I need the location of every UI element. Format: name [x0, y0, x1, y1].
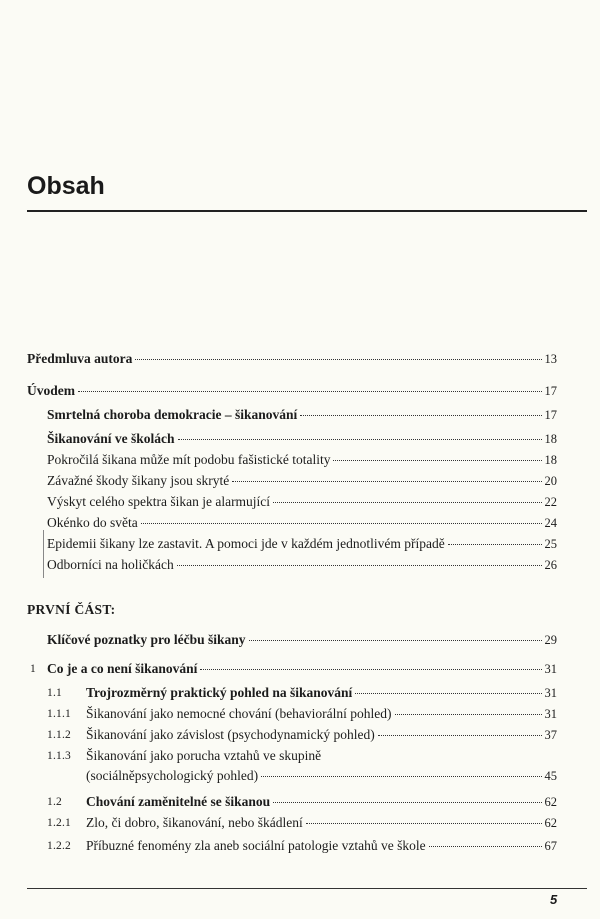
- toc-entry-title: Výskyt celého spektra šikan je alarmující: [47, 494, 271, 509]
- dot-leader: [78, 391, 542, 392]
- toc-entry-title: Okénko do světa: [47, 515, 138, 530]
- toc-entry-page: 26: [544, 558, 557, 572]
- toc-entry-number: 1: [30, 663, 36, 675]
- toc-entry-title: Klíčové poznatky pro léčbu šikany: [47, 632, 246, 647]
- dot-leader: [249, 640, 542, 641]
- toc-entry-title: Co je a co není šikanování: [47, 661, 198, 676]
- toc-entry-title: Úvodem: [27, 383, 75, 398]
- footer-rule: [27, 888, 587, 889]
- page-title: Obsah: [27, 172, 105, 200]
- dot-leader: [273, 802, 541, 803]
- toc-entry-title: Závažné škody šikany jsou skryté: [47, 473, 230, 488]
- toc-entry-nemocne[interactable]: [47, 706, 557, 722]
- toc-entry-title: Trojrozměrný praktický pohled na šikanování: [86, 685, 353, 700]
- dot-leader: [261, 776, 541, 777]
- toc-entry-page: 62: [544, 795, 557, 809]
- dot-leader: [178, 439, 542, 440]
- toc-entry-page: 67: [544, 839, 557, 853]
- page-number: 5: [550, 892, 558, 907]
- toc-entry-page: 17: [544, 408, 557, 422]
- toc-entry-pribuzne[interactable]: [47, 838, 557, 854]
- toc-entry-number: 1.1.3: [47, 750, 71, 762]
- toc-entry-uvodem[interactable]: [27, 383, 557, 399]
- margin-mark: [43, 530, 44, 578]
- toc-entry-pokrocila[interactable]: [47, 452, 557, 468]
- toc-entry-title: Šikanování ve školách: [47, 431, 175, 446]
- dot-leader: [200, 669, 541, 670]
- toc-entry-title: Šikanování jako porucha vztahů ve skupině: [86, 748, 322, 763]
- toc-entry-okenko[interactable]: [47, 515, 557, 531]
- toc-entry-page: 17: [544, 384, 557, 398]
- toc-entry-number: 1.1: [47, 687, 62, 699]
- toc-entry-co-je[interactable]: [30, 661, 557, 677]
- toc-entry-page: 13: [544, 352, 557, 366]
- toc-entry-page: 25: [544, 537, 557, 551]
- toc-entry-page: 31: [544, 662, 557, 676]
- dot-leader: [300, 415, 541, 416]
- toc-entry-number: 1.2.1: [47, 817, 71, 829]
- toc-entry-zavislost[interactable]: [47, 727, 557, 743]
- toc-entry-page: 29: [544, 633, 557, 647]
- toc-entry-page: 45: [544, 769, 557, 783]
- toc-entry-page: 62: [544, 816, 557, 830]
- toc-entry-number: 1.2.2: [47, 840, 71, 852]
- toc-entry-predmluva[interactable]: [27, 351, 557, 367]
- toc-entry-page: 20: [544, 474, 557, 488]
- dot-leader: [177, 565, 542, 566]
- toc-entry-zlo[interactable]: [47, 815, 557, 831]
- toc-entry-title: Šikanování jako závislost (psychodynamický pohled): [86, 727, 375, 742]
- toc-entry-epidemii[interactable]: [47, 536, 557, 552]
- toc-entry-page: 22: [544, 495, 557, 509]
- toc-entry-page: 24: [544, 516, 557, 530]
- toc-entry-porucha-continuation[interactable]: [86, 768, 557, 784]
- toc-entry-page: 18: [544, 432, 557, 446]
- dot-leader: [378, 735, 542, 736]
- toc-entry-title: Pokročilá šikana může mít podobu fašistické totality: [47, 452, 331, 467]
- toc-entry-title: Šikanování jako nemocné chování (behaviorální pohled): [86, 706, 392, 721]
- title-rule: [27, 210, 587, 212]
- dot-leader: [306, 823, 542, 824]
- toc-entry-page: 31: [544, 686, 557, 700]
- toc-entry-zavazne[interactable]: [47, 473, 557, 489]
- toc-entry-page: 37: [544, 728, 557, 742]
- toc-entry-number: 1.1.1: [47, 708, 71, 720]
- toc-entry-page: 31: [544, 707, 557, 721]
- toc-entry-odbornici[interactable]: [47, 557, 557, 573]
- dot-leader: [333, 460, 541, 461]
- toc-entry-title-continuation: (sociálněpsychologický pohled): [86, 768, 259, 783]
- toc-entry-smrtelna[interactable]: [47, 407, 557, 423]
- toc-entry-porucha[interactable]: [47, 748, 557, 764]
- dot-leader: [448, 544, 542, 545]
- toc-entry-title: Zlo, či dobro, šikanování, nebo škádlení: [86, 815, 303, 830]
- toc-entry-chovani[interactable]: [47, 794, 557, 810]
- toc-entry-vyskyt[interactable]: [47, 494, 557, 510]
- toc-entry-title: Předmluva autora: [27, 351, 133, 366]
- dot-leader: [273, 502, 541, 503]
- dot-leader: [355, 693, 541, 694]
- dot-leader: [141, 523, 542, 524]
- toc-entry-title: Příbuzné fenomény zla aneb sociální patologie vztahů ve škole: [86, 838, 426, 853]
- toc-entry-page: 18: [544, 453, 557, 467]
- toc-entry-title: Chování zaměnitelné se šikanou: [86, 794, 271, 809]
- part-label: PRVNÍ ČÁST:: [27, 602, 116, 617]
- toc-entry-title: Epidemii šikany lze zastavit. A pomoci jde v každém jednotlivém případě: [47, 536, 445, 551]
- toc-entry-number: 1.1.2: [47, 729, 71, 741]
- dot-leader: [395, 714, 542, 715]
- toc-entry-title: Smrtelná choroba demokracie – šikanování: [47, 407, 298, 422]
- toc-entry-number: 1.2: [47, 796, 62, 808]
- toc-entry-sikanovani-ve-skolach[interactable]: [47, 431, 557, 447]
- dot-leader: [135, 359, 541, 360]
- toc-entry-klicove[interactable]: [47, 632, 557, 648]
- dot-leader: [232, 481, 541, 482]
- toc-entry-trojrozmerny[interactable]: [47, 685, 557, 701]
- dot-leader: [429, 846, 542, 847]
- toc-entry-title: Odborníci na holičkách: [47, 557, 174, 572]
